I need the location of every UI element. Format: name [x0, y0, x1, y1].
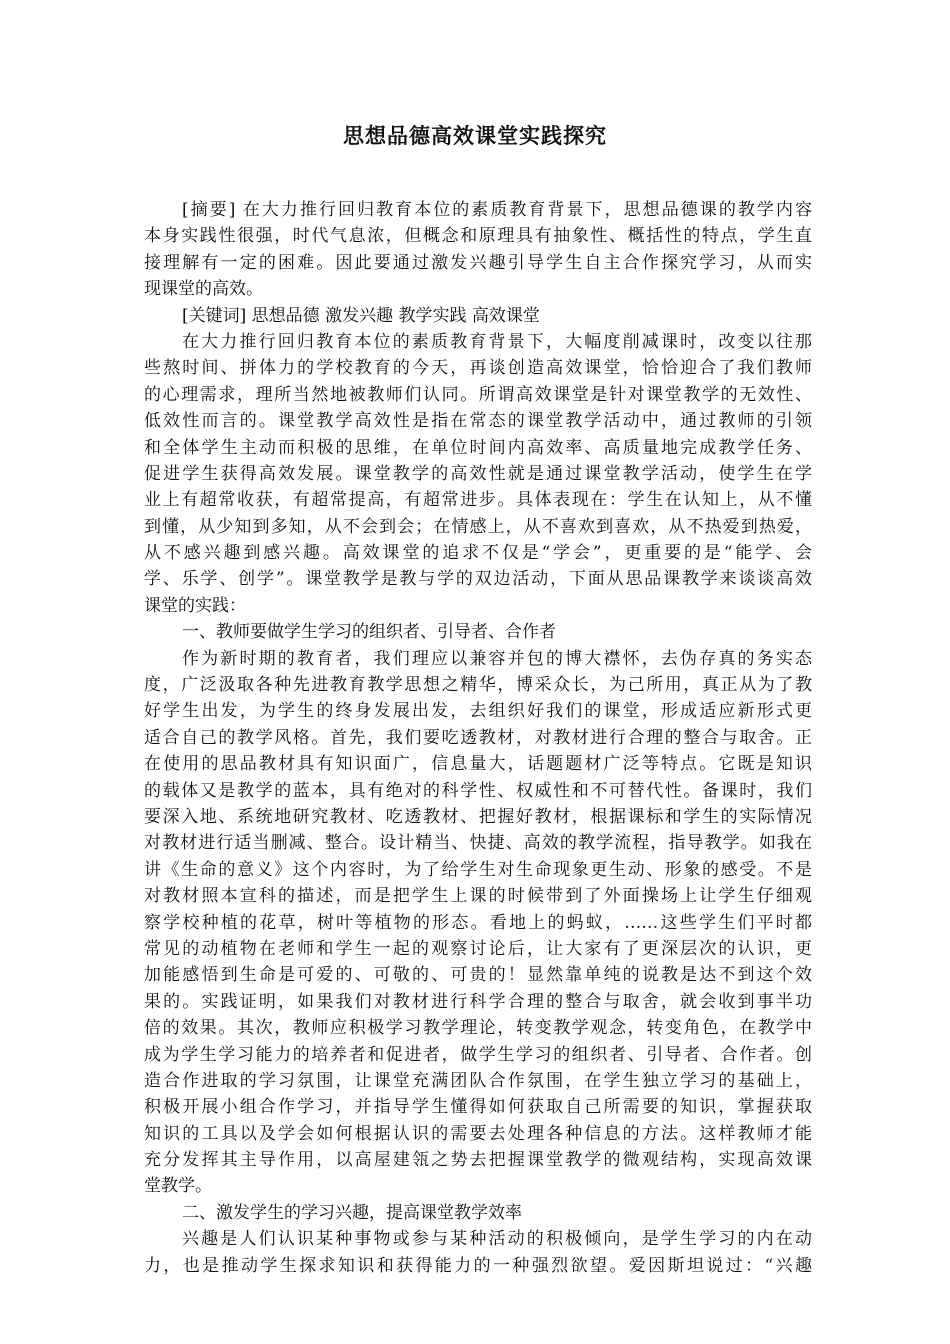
- text-line: 倍的效果。其次，教师应积极学习教学理论，转变教学观念，转变角色，在教学中: [144, 1018, 812, 1039]
- text-line: 要深入地、系统地研究教材、吃透教材、把握好教材，根据课标和学生的实际情况: [144, 806, 812, 827]
- text-line: 适合自己的教学风格。首先，我们要吃透教材，对教材进行合理的整合与取舍。正: [144, 727, 812, 748]
- text-line: 现课堂的高效。: [144, 279, 263, 300]
- text-line: 讲《生命的意义》这个内容时，为了给学生对生命现象更生动、形象的感受。不是: [144, 859, 812, 880]
- text-line: 业上有超常收获，有超常提高，有超常进步。具体表现在：学生在认知上，从不懂: [144, 490, 812, 511]
- text-line: 的心理需求，理所当然地被教师们认同。所谓高效课堂是针对课堂教学的无效性、: [144, 384, 812, 405]
- text-line: 本身实践性很强，时代气息浓，但概念和原理具有抽象性、概括性的特点，学生直: [144, 226, 812, 247]
- text-line: 常见的动植物在老师和学生一起的观察讨论后，让大家有了更深层次的认识，更: [144, 938, 812, 959]
- text-line: 从不感兴趣到感兴趣。高效课堂的追求不仅是“学会”，更重要的是“能学、会: [144, 543, 812, 564]
- text-line: 在大力推行回归教育本位的素质教育背景下，大幅度削减课时，改变以往那: [182, 331, 812, 352]
- text-line: 作为新时期的教育者，我们理应以兼容并包的博大襟怀，去伪存真的务实态: [182, 648, 812, 669]
- text-line: 在使用的思品教材具有知识面广，信息量大，话题题材广泛等特点。它既是知识: [144, 754, 812, 775]
- section-heading: 二、激发学生的学习兴趣，提高课堂教学效率: [182, 1202, 522, 1223]
- article-body: [144, 197, 812, 1279]
- text-line: 好学生出发，为学生的终身发展出发，去组织好我们的课堂，形成适应新形式更: [144, 701, 812, 722]
- text-line: 充分发挥其主导作用，以高屋建瓴之势去把握课堂教学的微观结构，实现高效课: [144, 1150, 812, 1171]
- text-line: 积极开展小组合作学习，并指导学生懂得如何获取自己所需要的知识，掌握获取: [144, 1097, 812, 1118]
- text-line: 学、乐学、创学”。课堂教学是教与学的双边活动，下面从思品课教学来谈谈高效: [144, 569, 812, 590]
- text-line: 的载体又是教学的蓝本，具有绝对的科学性、权威性和不可替代性。备课时，我们: [144, 780, 812, 801]
- text-line: 兴趣是人们认识某种事物或参与某种活动的积极倾向，是学生学习的内在动: [182, 1229, 812, 1250]
- text-line: 些熬时间、拼体力的学校教育的今天，再谈创造高效课堂，恰恰迎合了我们教师: [144, 358, 812, 379]
- text-line: [摘要] 在大力推行回归教育本位的素质教育背景下，思想品德课的教学内容: [182, 200, 812, 220]
- page-title: 思想品德高效课堂实践探究: [343, 124, 607, 148]
- text-line: 度，广泛汲取各种先进教育教学思想之精华，博采众长，为己所用，真正从为了教: [144, 675, 812, 696]
- text-line: 果的。实践证明，如果我们对教材进行科学合理的整合与取舍，就会收到事半功: [144, 991, 812, 1012]
- text-line: 力，也是推动学生探求知识和获得能力的一种强烈欲望。爱因斯坦说过：“兴趣: [144, 1255, 812, 1276]
- text-line: 和全体学生主动而积极的思维，在单位时间内高效率、高质量地完成教学任务、: [144, 437, 812, 458]
- text-line: 到懂，从少知到多知，从不会到会；在情感上，从不喜欢到喜欢，从不热爱到热爱，: [144, 516, 812, 537]
- text-line: 造合作进取的学习氛围，让课堂充满团队合作氛围，在学生独立学习的基础上，: [144, 1070, 812, 1091]
- text-line: 课堂的实践：: [144, 595, 246, 616]
- text-line: 成为学生学习能力的培养者和促进者，做学生学习的组织者、引导者、合作者。创: [144, 1044, 812, 1065]
- text-line: 知识的工具以及学会如何根据认识的需要去处理各种信息的方法。这样教师才能: [144, 1123, 812, 1144]
- text-line: 对教材进行适当删减、整合。设计精当、快捷、高效的教学流程，指导教学。如我在: [144, 833, 812, 854]
- text-line: 堂教学。: [144, 1176, 212, 1197]
- text-line: 对教材照本宣科的描述，而是把学生上课的时候带到了外面操场上让学生仔细观: [144, 886, 812, 907]
- text-line: 加能感悟到生命是可爱的、可敬的、可贵的！显然靠单纯的说教是达不到这个效: [144, 965, 812, 986]
- text-line: [关键词] 思想品德 激发兴趣 教学实践 高效课堂: [182, 305, 540, 326]
- section-heading: 一、教师要做学生学习的组织者、引导者、合作者: [182, 622, 556, 643]
- text-line: 促进学生获得高效发展。课堂教学的高效性就是通过课堂教学活动，使学生在学: [144, 463, 812, 484]
- text-line: 低效性而言的。课堂教学高效性是指在常态的课堂教学活动中，通过教师的引领: [144, 411, 812, 432]
- text-line: 接理解有一定的困难。因此要通过激发兴趣引导学生自主合作探究学习，从而实: [144, 252, 812, 273]
- text-line: 察学校种植的花草，树叶等植物的形态。看地上的蚂蚁，……这些学生们平时都: [144, 912, 812, 933]
